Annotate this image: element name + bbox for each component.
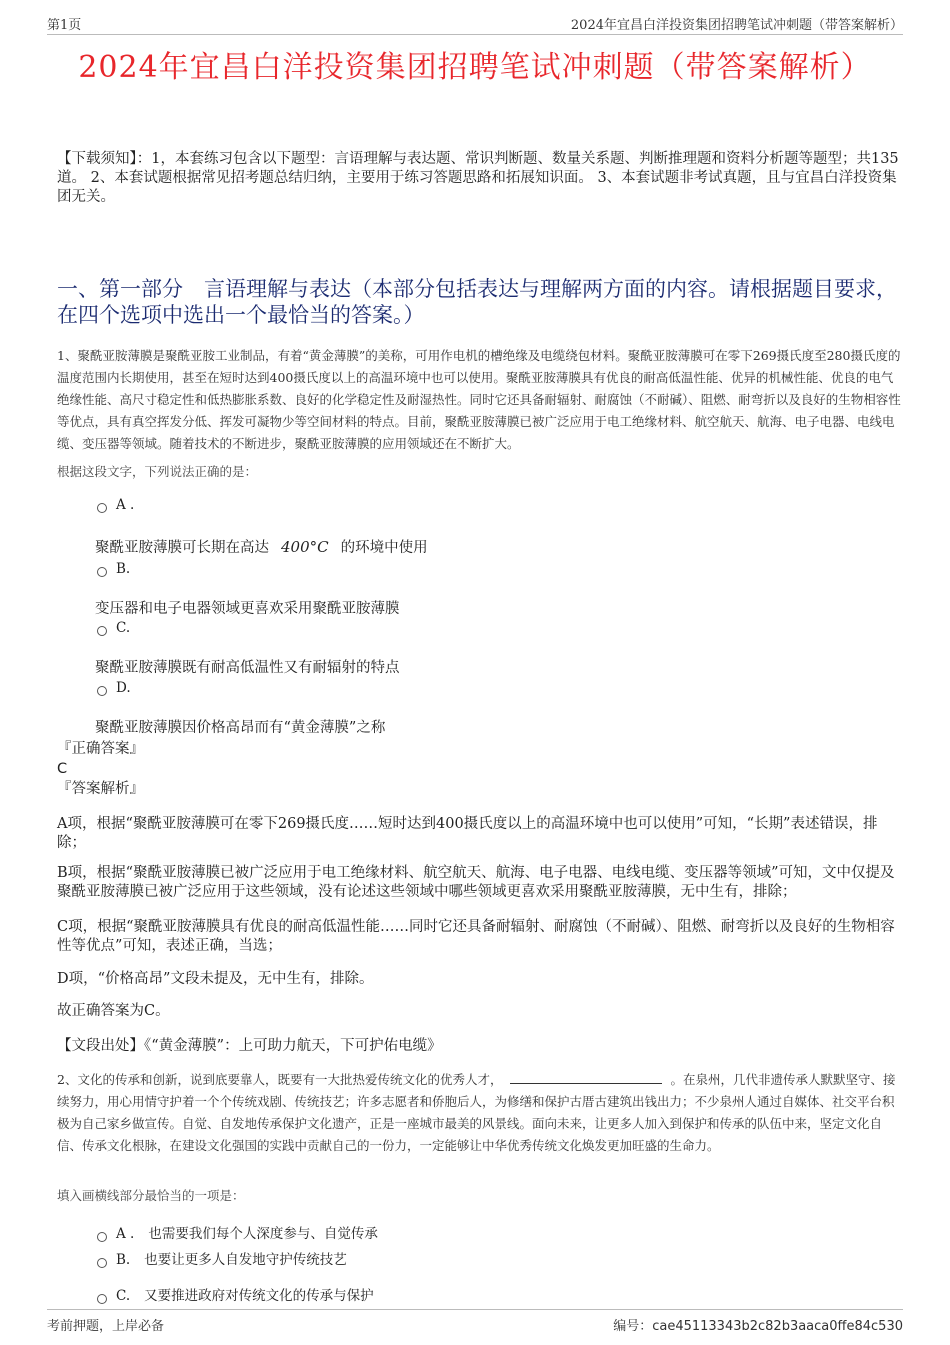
page-number: 第1页	[47, 18, 82, 33]
q1-option-a-text: 聚酰亚胺薄膜可长期在高达 400°C 的环境中使用	[95, 538, 428, 556]
passage-source: 【文段出处】《“黄金薄膜”：上可助力航天，下可护佑电缆》	[57, 1038, 442, 1054]
radio-icon[interactable]	[97, 1232, 107, 1242]
correct-answer: C	[57, 761, 68, 777]
radio-icon[interactable]	[97, 567, 107, 577]
q1-option-d-text: 聚酰亚胺薄膜因价格高昂而有“黄金薄膜”之称	[95, 720, 386, 736]
q2-passage: 2、文化的传承和创新，说到底要靠人，既要有一大批热爱传统文化的优秀人才， 。在泉州，几代非遗传承人默默坚守、接续努力，用心用情守护着一个个传统戏剧、传统技艺；许多志愿者和侨胞后人，为修缮和保护古厝古建筑出钱出力；不少泉州人通过自媒体、社交平台积极为自己家乡做宣传。自觉、自发地传承保护文化遗产，正是一座城市最美的风景线。面向未来，让更多人加入到保护和传承的队伍中来，坚定文化自信、传承文化根脉，在建设文化强国的实践中贡献自己的一份力，一定能够让中华优秀传统文化焕发更加旺盛的生命力。	[57, 1072, 896, 1153]
analysis-conclusion: 故正确答案为C。	[57, 1003, 170, 1019]
page-header	[47, 12, 903, 35]
q2-option-c[interactable]: C. 又要推进政府对传统文化的传承与保护	[97, 1284, 374, 1304]
q1-option-b[interactable]: B.	[97, 561, 130, 577]
math-expression: 400°C	[281, 538, 329, 556]
section-heading: 一、第一部分 言语理解与表达（本部分包括表达与理解两方面的内容。请根据题目要求，在四个选项中选出一个最恰当的答案。）	[57, 277, 897, 327]
page-footer	[47, 1309, 903, 1336]
analysis-d: D项，“价格高昂”文段未提及，无中生有，排除。	[57, 971, 374, 987]
analysis-c: C项，根据“聚酰亚胺薄膜具有优良的耐高低温性能……同时它还具备耐辐射、耐腐蚀（不耐碱）、阻燃、耐弯折以及良好的生物相容性等优点”可知，表述正确，当选；	[57, 919, 895, 954]
radio-icon[interactable]	[97, 503, 107, 513]
header-doc-title: 2024年宜昌白洋投资集团招聘笔试冲刺题（带答案解析）	[570, 18, 903, 33]
q1-option-b-text: 变压器和电子电器领域更喜欢采用聚酰亚胺薄膜	[95, 601, 400, 617]
q1-option-c-text: 聚酰亚胺薄膜既有耐高低温性又有耐辐射的特点	[95, 660, 400, 676]
radio-icon[interactable]	[97, 1294, 107, 1304]
download-notice: 【下载须知】：1，本套练习包含以下题型：言语理解与表达题、常识判断题、数量关系题、判断推理题和资料分析题等题型；共135道。 2、本套试题根据常见招考题总结归纳，主要用于练习答题思路和拓展知识面。 3、本套试题非考试真题，且与宜昌白洋投资集团无关。	[57, 151, 899, 205]
radio-icon[interactable]	[97, 686, 107, 696]
radio-icon[interactable]	[97, 626, 107, 636]
footer-slogan: 考前押题，上岸必备	[47, 1319, 165, 1334]
analysis-a: A项，根据“聚酰亚胺薄膜可在零下269摄氏度……短时达到400摄氏度以上的高温环境中也可以使用”可知，“长期”表述错误，排除；	[57, 816, 878, 851]
analysis-label: 『答案解析』	[57, 781, 144, 797]
analysis-b: B项，根据“聚酰亚胺薄膜已被广泛应用于电工绝缘材料、航空航天、航海、电子电器、电线电缆、变压器等领域”可知，文中仅提及聚酰亚胺薄膜已被广泛应用于这些领域，没有论述这些领域中哪些领域更喜欢采用聚酰亚胺薄膜，无中生有，排除；	[57, 865, 895, 900]
document-id: 编号：cae45113343b2c82b3aaca0ffe84c530	[613, 1319, 903, 1334]
q1-prompt: 根据这段文字，下列说法正确的是：	[57, 464, 258, 479]
answer-label: 『正确答案』	[57, 741, 144, 757]
q2-prompt: 填入画横线部分最恰当的一项是：	[57, 1188, 245, 1203]
document-title: 2024年宜昌白洋投资集团招聘笔试冲刺题（带答案解析）	[78, 50, 872, 85]
q1-option-d[interactable]: D.	[97, 680, 131, 696]
q1-option-c[interactable]: C.	[97, 620, 130, 636]
fill-blank	[510, 1070, 662, 1084]
q2-option-a[interactable]: A . 也需要我们每个人深度参与、自觉传承	[97, 1222, 378, 1242]
q2-option-b[interactable]: B. 也要让更多人自发地守护传统技艺	[97, 1248, 347, 1268]
q1-option-a[interactable]: A .	[97, 497, 134, 513]
radio-icon[interactable]	[97, 1258, 107, 1268]
q1-passage: 1、聚酰亚胺薄膜是聚酰亚胺工业制品，有着“黄金薄膜”的美称，可用作电机的槽绝缘及电缆绕包材料。聚酰亚胺薄膜可在零下269摄氏度至280摄氏度的温度范围内长期使用，甚至在短时达到400摄氏度以上的高温环境中也可以使用。聚酰亚胺薄膜具有优良的耐高低温性能、优异的机械性能、优良的电气绝缘性能、高尺寸稳定性和低热膨胀系数、良好的化学稳定性及耐湿热性。同时它还具备耐辐射、耐腐蚀（不耐碱）、阻燃、耐弯折以及良好的生物相容性等优点，具有真空挥发分低、挥发可凝物少等空间材料的特点。目前，聚酰亚胺薄膜已被广泛应用于电工绝缘材料、航空航天、航海、电子电器、电线电缆、变压器等领域。随着技术的不断进步，聚酰亚胺薄膜的应用领域还在不断扩大。	[57, 348, 901, 451]
